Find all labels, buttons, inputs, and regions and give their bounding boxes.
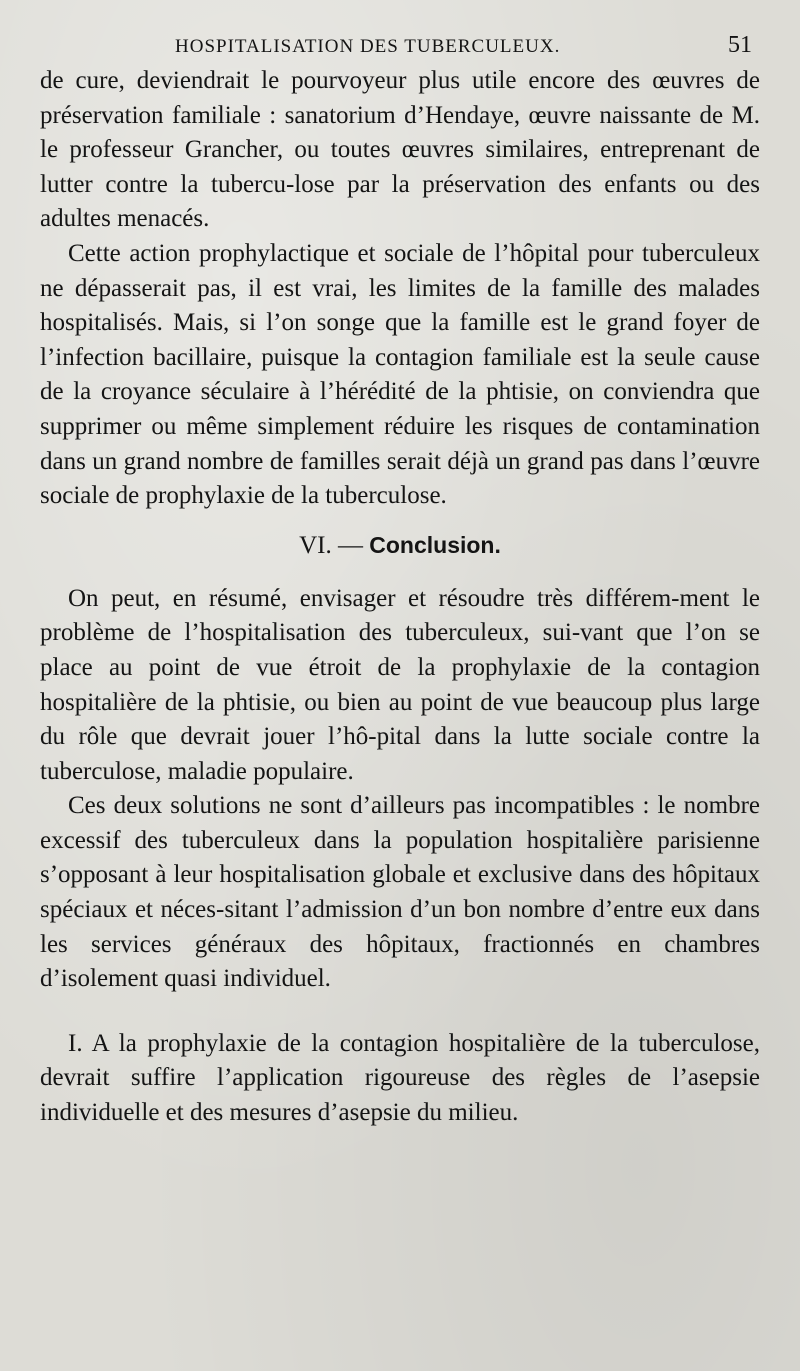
conclusion-text: [40, 582, 760, 997]
paragraph-gap: [40, 997, 760, 1027]
paragraph-prophylactic-action: Cette action prophylactique et sociale de l’hôpital pour tuberculeux ne dépasserait pas, il est vrai, les limites de la famille des malades hospitalisés. Mais, si l’on songe que la famille est le grand foyer de l’infection bacillaire, puisque la contagion familiale est la seule cause de la croyance séculaire à l’hérédité de la phtisie, on conviendra que supprimer ou même simplement réduire les risques de contamination dans un grand nombre de familles serait déjà un grand pas dans l’œuvre sociale de prophylaxie de la tuberculose.: [40, 239, 760, 510]
body-text: [40, 64, 760, 514]
numbered-point: [40, 1027, 760, 1131]
section-heading: [40, 532, 760, 560]
running-title: HOSPITALISATION DES TUBERCULEUX.: [175, 36, 561, 57]
page-number: 51: [728, 32, 752, 58]
section-title: Conclusion.: [369, 531, 501, 558]
paragraph-solutions: Ces deux solutions ne sont d’ailleurs pas incompatibles : le nombre excessif des tuberculeux dans la population hospitalière parisienne s’opposant à leur hospitalisation globale et exclusive dans des hôpitaux spéciaux et néces-sitant l’admission d’un bon nombre d’entre eux dans les services généraux des hôpitaux, fractionnés en chambres d’isolement quasi individuel.: [40, 792, 760, 993]
section-number: VI. —: [299, 531, 363, 559]
paragraph-summary: On peut, en résumé, envisager et résoudre très différem-ment le problème de l’hospitalisation des tuberculeux, sui-vant que l’on se place au point de vue étroit de la prophylaxie de la contagion hospitalière de la phtisie, ou bien au point de vue beaucoup plus large du rôle que devrait jouer l’hô-pital dans la lutte sociale contre la tuberculose, maladie populaire.: [40, 584, 760, 785]
running-header: [40, 30, 760, 64]
paragraph-point-1: I. A la prophylaxie de la contagion hospitalière de la tuberculose, devrait suffire l’application rigoureuse des règles de l’asepsie individuelle et des mesures d’asepsie du milieu.: [40, 1029, 760, 1127]
paragraph-continuation: de cure, deviendrait le pourvoyeur plus utile encore des œuvres de préservation familiale : sanatorium d’Hendaye, œuvre naissante de M. le professeur Grancher, ou toutes œuvres similaires, entreprenant de lutter contre la tubercu-lose par la préservation des enfants ou des adultes menacés.: [40, 67, 760, 233]
